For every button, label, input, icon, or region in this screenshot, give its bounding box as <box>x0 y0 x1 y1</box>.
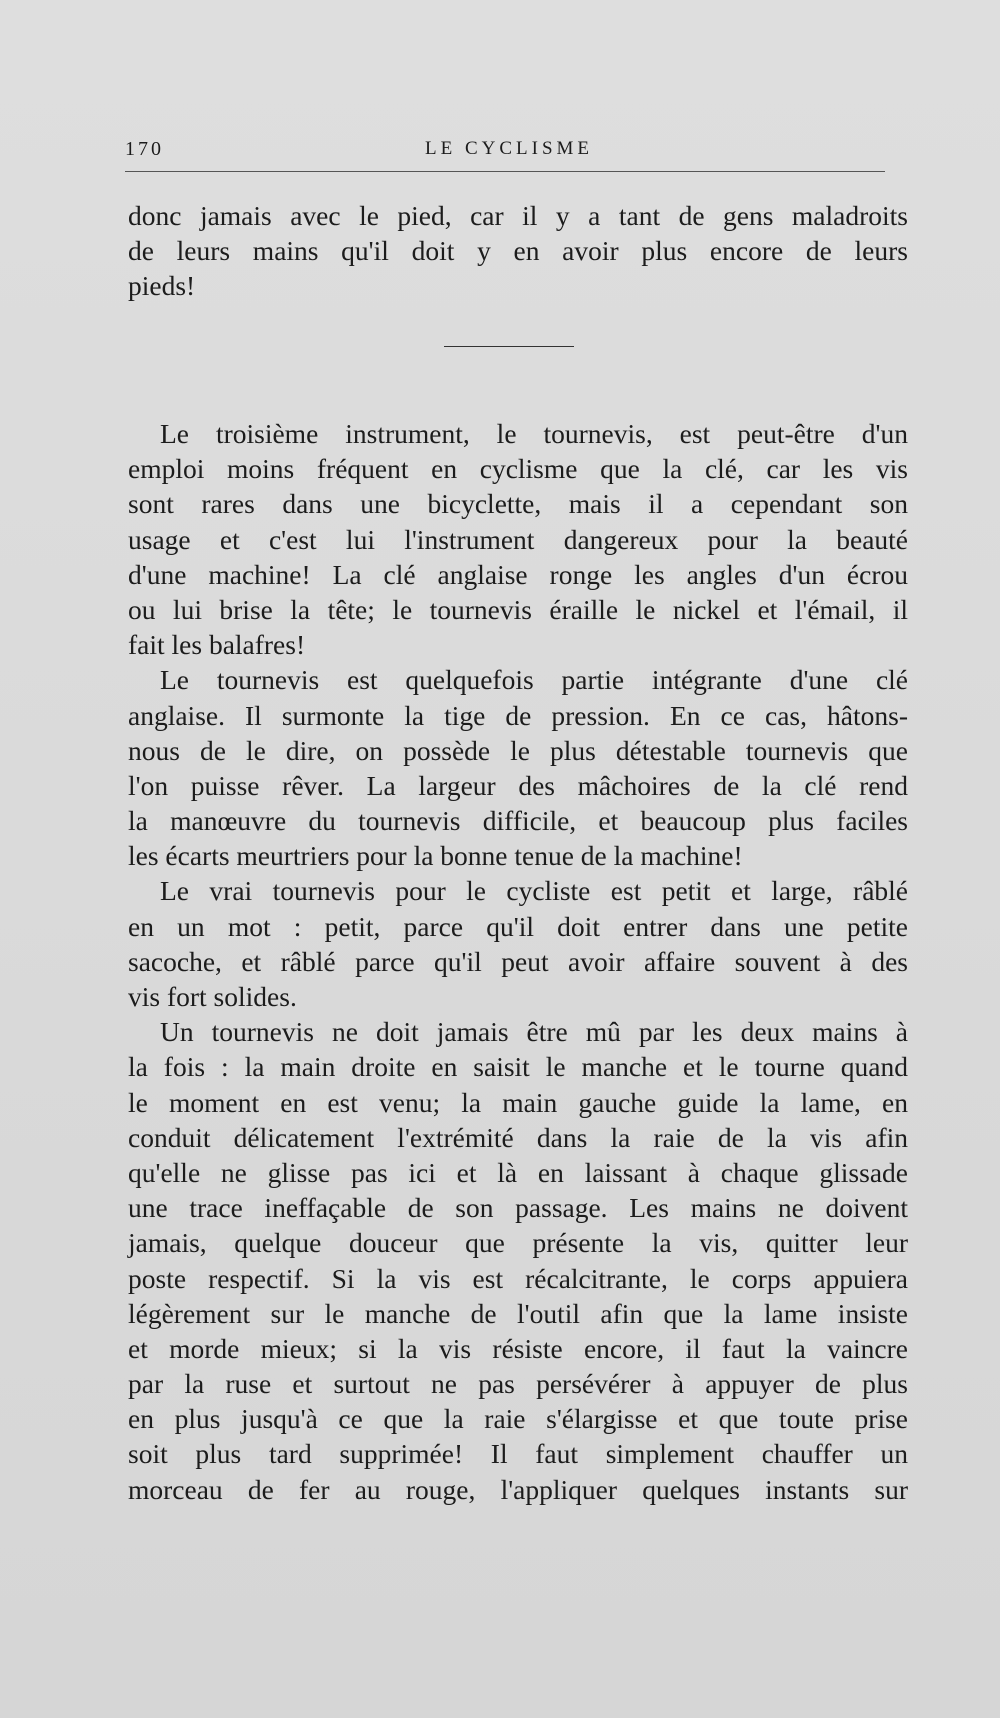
text-line: poste respectif. Si la vis est récalcitrante, le corps appuiera <box>128 1262 908 1294</box>
text-line: les écarts meurtriers pour la bonne tenue de la machine! <box>128 840 743 872</box>
text-line: Le vrai tournevis pour le cycliste est petit et large, râblé <box>160 875 908 907</box>
text-line: conduit délicatement l'extrémité dans la raie de la vis afin <box>128 1121 908 1153</box>
text-line: Le tournevis est quelquefois partie intégrante d'une clé <box>160 664 908 696</box>
running-title: LE CYCLISME <box>425 138 594 159</box>
text-line: Un tournevis ne doit jamais être mû par les deux mains à <box>160 1016 908 1048</box>
text-line: sont rares dans une bicyclette, mais il a cependant son <box>128 488 908 520</box>
text-line: donc jamais avec le pied, car il y a tant de gens maladroits <box>128 200 908 231</box>
text-line: Le troisième instrument, le tournevis, est peut-être d'un <box>160 418 908 449</box>
text-line: en plus jusqu'à ce que la raie s'élargisse et que toute prise <box>128 1403 908 1435</box>
text-line: la fois : la main droite en saisit le manche et le tourne quand <box>128 1051 908 1083</box>
page-header <box>125 138 885 166</box>
text-line: par la ruse et surtout ne pas persévérer à appuyer de plus <box>128 1368 908 1400</box>
section-divider <box>444 346 574 347</box>
text-line: vis fort solides. <box>128 981 297 1012</box>
text-line: le moment en est venu; la main gauche guide la lame, en <box>128 1086 908 1118</box>
text-line: anglaise. Il surmonte la tige de pression. En ce cas, hâtons- <box>128 699 908 731</box>
text-line: légèrement sur le manche de l'outil afin que la lame insiste <box>128 1297 908 1329</box>
text-line: qu'elle ne glisse pas ici et là en laissant à chaque glissade <box>128 1156 908 1188</box>
page-number: 170 <box>125 138 164 160</box>
text-line: nous de le dire, on possède le plus détestable tournevis que <box>128 734 908 766</box>
text-line: soit plus tard supprimée! Il faut simplement chauffer un <box>128 1438 908 1470</box>
main-text <box>128 416 908 1507</box>
top-paragraph <box>128 198 908 304</box>
text-line: sacoche, et râblé parce qu'il peut avoir affaire souvent à des <box>128 945 908 977</box>
text-line: la manœuvre du tournevis difficile, et beaucoup plus faciles <box>128 805 908 837</box>
header-rule <box>125 171 885 172</box>
text-line: jamais, quelque douceur que présente la vis, quitter leur <box>128 1227 908 1259</box>
text-line: de leurs mains qu'il doit y en avoir plus encore de leurs <box>128 235 908 267</box>
text-line: emploi moins fréquent en cyclisme que la clé, car les vis <box>128 453 908 485</box>
text-line: d'une machine! La clé anglaise ronge les angles d'un écrou <box>128 558 908 590</box>
text-line: et morde mieux; si la vis résiste encore, il faut la vaincre <box>128 1332 908 1364</box>
text-line: morceau de fer au rouge, l'appliquer quelques instants sur <box>128 1473 908 1505</box>
text-line: ou lui brise la tête; le tournevis éraille le nickel et l'émail, il <box>128 593 908 625</box>
text-line: pieds! <box>128 270 196 302</box>
text-line: usage et c'est lui l'instrument dangereux pour la beauté <box>128 523 908 555</box>
text-line: l'on puisse rêver. La largeur des mâchoires de la clé rend <box>128 769 908 801</box>
text-line: fait les balafres! <box>128 629 306 661</box>
text-line: une trace ineffaçable de son passage. Les mains ne doivent <box>128 1192 908 1224</box>
text-line: en un mot : petit, parce qu'il doit entrer dans une petite <box>128 910 908 942</box>
